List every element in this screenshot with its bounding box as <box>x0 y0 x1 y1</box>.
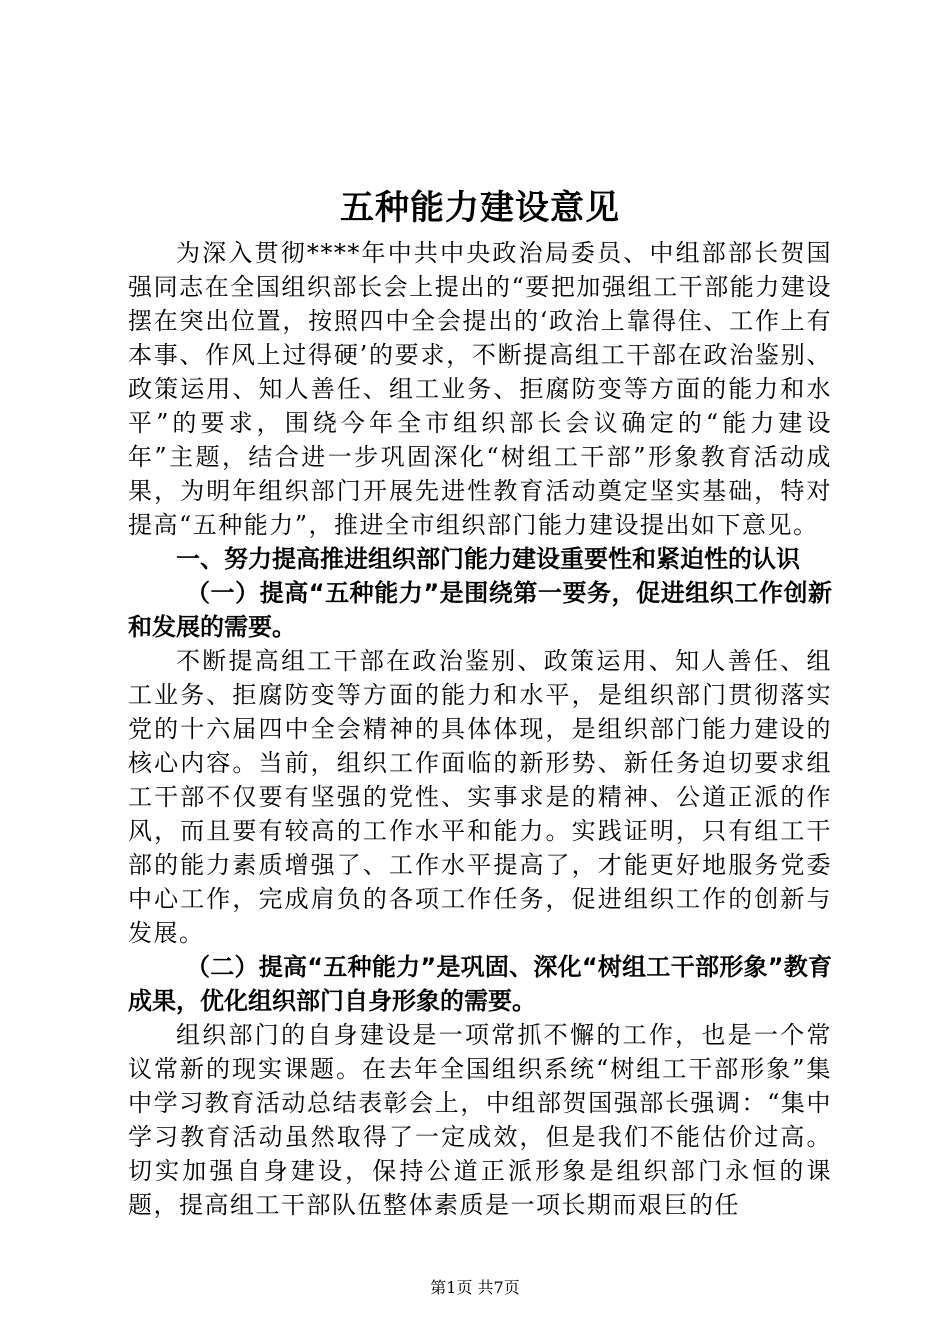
subsection-heading-1: （一）提高“五种能力”是围绕第一要务，促进组织工作创新和发展的需要。 <box>128 579 832 641</box>
body-paragraph-2: 组织部门的自身建设是一项常抓不懈的工作，也是一个常议常新的现实课题。在去年全国组织系统“树组工干部形象”集中学习教育活动总结表彰会上，中组部贺国强部长强调：“集中学习教育活动虽然取得了一定成效，但是我们不能估价过高。切实加强自身建设，保持公道正派形象是组织部门永恒的课题，提高组工干部队伍整体素质是一项长期而艰巨的任 <box>128 1021 832 1219</box>
intro-paragraph: 为深入贯彻****年中共中央政治局委员、中组部部长贺国强同志在全国组织部长会上提出的“要把加强组工干部能力建设摆在突出位置，按照四中全会提出的‘政治上靠得住、工作上有本事、作风上过得硬’的要求，不断提高组工干部在政治鉴别、政策运用、知人善任、组工业务、拒腐防变等方面的能力和水平”的要求，围绕今年全市组织部长会议确定的“能力建设年”主题，结合进一步巩固深化“树组工干部”形象教育活动成果，为明年组织部门开展先进性教育活动奠定坚实基础，特对提高“五种能力”，推进全市组织部门能力建设提出如下意见。 <box>128 239 832 539</box>
body-paragraph-1: 不断提高组工干部在政治鉴别、政策运用、知人善任、组工业务、拒腐防变等方面的能力和水平，是组织部门贯彻落实党的十六届四中全会精神的具体体现，是组织部门能力建设的核心内容。当前，组织工作面临的新形势、新任务迫切要求组工干部不仅要有坚强的党性、实事求是的精神、公道正派的作风，而且要有较高的工作水平和能力。实践证明，只有组工干部的能力素质增强了、工作水平提高了，才能更好地服务党委中心工作，完成肩负的各项工作任务，促进组织工作的创新与发展。 <box>128 647 832 947</box>
section-heading-1: 一、努力提高推进组织部门能力建设重要性和紧迫性的认识 <box>176 545 800 573</box>
subsection-heading-2: （二）提高“五种能力”是巩固、深化“树组工干部形象”教育成果，优化组织部门自身形象的需要。 <box>128 953 832 1015</box>
page-title: 五种能力建设意见 <box>340 188 620 228</box>
document-body <box>128 183 832 1222</box>
page-footer: 第1页 共7页 <box>430 1278 520 1297</box>
